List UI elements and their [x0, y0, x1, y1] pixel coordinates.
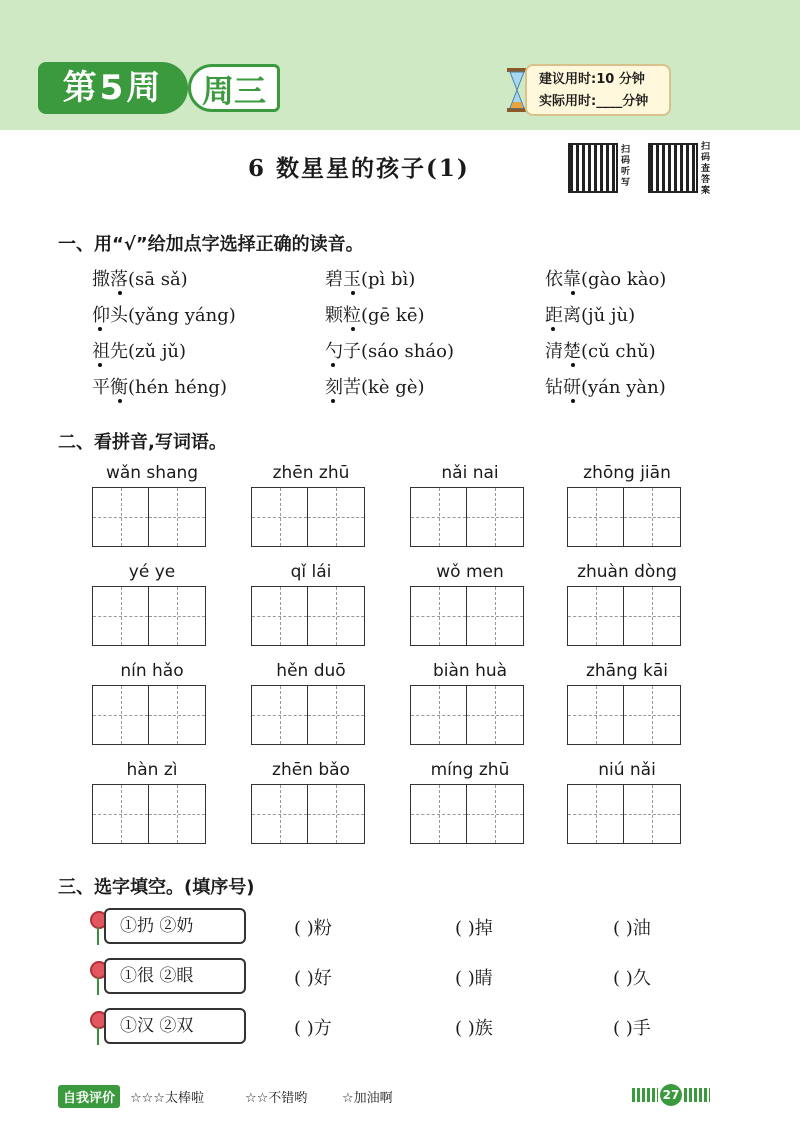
- writing-grid[interactable]: [92, 586, 206, 646]
- qr-label-dictation: 扫码听写: [621, 145, 631, 188]
- page-bar-right: [684, 1088, 710, 1102]
- section1-heading: 一、用“√”给加点字选择正确的读音。: [58, 234, 364, 255]
- emphasis-dot: [98, 363, 102, 367]
- writing-grid[interactable]: [92, 487, 206, 547]
- option-box: ①很 ②眼: [104, 958, 246, 994]
- fill-blank[interactable]: ( )久: [613, 968, 651, 989]
- pronunciation-item: 颗粒(gē kē): [325, 305, 425, 326]
- lollipop-stick: [97, 977, 99, 995]
- emphasis-dot: [351, 327, 355, 331]
- week-label: 第5周: [38, 62, 188, 114]
- emphasis-dot: [331, 399, 335, 403]
- pinyin-label: nǎi nai: [441, 463, 499, 483]
- actual-time: 实际用时:____分钟: [539, 94, 649, 109]
- rating-excellent[interactable]: ☆☆☆太棒啦: [130, 1091, 204, 1106]
- hourglass-icon: [507, 68, 527, 112]
- writing-grid[interactable]: [410, 586, 524, 646]
- page-bar-left: [632, 1088, 658, 1102]
- pronunciation-item: 刻苦(kè gè): [325, 377, 425, 398]
- emphasis-dot: [118, 291, 122, 295]
- option-box: ①汉 ②双: [104, 1008, 246, 1044]
- rating-keep-going[interactable]: ☆加油啊: [342, 1091, 393, 1106]
- pinyin-label: hàn zì: [126, 760, 178, 780]
- pinyin-label: yé ye: [128, 562, 176, 582]
- pronunciation-item: 钻研(yán yàn): [545, 377, 666, 398]
- pronunciation-item: 撒落(sā sǎ): [92, 269, 188, 290]
- page-title: 6 数星星的孩子(1): [248, 155, 470, 182]
- writing-grid[interactable]: [410, 685, 524, 745]
- page-number: 27: [660, 1084, 682, 1106]
- fill-blank[interactable]: ( )方: [294, 1018, 332, 1039]
- option-box: ①扔 ②奶: [104, 908, 246, 944]
- pinyin-label: niú nǎi: [598, 760, 656, 780]
- pronunciation-item: 依靠(gào kào): [545, 269, 667, 290]
- writing-grid[interactable]: [410, 487, 524, 547]
- pronunciation-item: 勺子(sáo sháo): [325, 341, 454, 362]
- pinyin-label: míng zhū: [430, 760, 510, 780]
- pronunciation-item: 平衡(hén héng): [92, 377, 227, 398]
- pinyin-label: zhāng kāi: [585, 661, 669, 681]
- pinyin-label: hěn duō: [276, 661, 346, 681]
- pinyin-label: qǐ lái: [290, 562, 332, 582]
- pronunciation-item: 碧玉(pì bì): [325, 269, 416, 290]
- pinyin-label: wǎn shang: [105, 463, 199, 483]
- pronunciation-item: 距离(jǔ jù): [545, 305, 636, 326]
- fill-blank[interactable]: ( )睛: [455, 968, 493, 989]
- fill-blank[interactable]: ( )手: [613, 1018, 651, 1039]
- pronunciation-item: 祖先(zǔ jǔ): [92, 341, 187, 362]
- writing-grid[interactable]: [251, 586, 365, 646]
- pronunciation-item: 仰头(yǎng yáng): [92, 305, 236, 326]
- emphasis-dot: [98, 327, 102, 331]
- writing-grid[interactable]: [567, 784, 681, 844]
- emphasis-dot: [571, 399, 575, 403]
- emphasis-dot: [118, 399, 122, 403]
- writing-grid[interactable]: [251, 685, 365, 745]
- emphasis-dot: [571, 291, 575, 295]
- writing-grid[interactable]: [251, 487, 365, 547]
- pinyin-label: zhōng jiān: [583, 463, 671, 483]
- writing-grid[interactable]: [410, 784, 524, 844]
- fill-blank[interactable]: ( )掉: [455, 918, 493, 939]
- fill-blank[interactable]: ( )油: [613, 918, 651, 939]
- writing-grid[interactable]: [567, 586, 681, 646]
- emphasis-dot: [551, 327, 555, 331]
- lollipop-stick: [97, 927, 99, 945]
- time-box: [525, 64, 671, 116]
- qr-code-answers[interactable]: [648, 143, 698, 193]
- pinyin-label: biàn huà: [432, 661, 508, 681]
- lollipop-stick: [97, 1027, 99, 1045]
- emphasis-dot: [571, 363, 575, 367]
- pinyin-label: zhuàn dòng: [577, 562, 677, 582]
- day-label: 周三: [188, 64, 280, 112]
- pinyin-label: nín hǎo: [120, 661, 184, 681]
- pinyin-label: zhēn zhū: [272, 463, 350, 483]
- fill-blank[interactable]: ( )粉: [294, 918, 332, 939]
- section2-heading: 二、看拼音,写词语。: [58, 432, 227, 453]
- self-eval-label: 自我评价: [58, 1085, 120, 1108]
- pinyin-label: wǒ men: [436, 562, 504, 582]
- emphasis-dot: [331, 363, 335, 367]
- pronunciation-item: 清楚(cǔ chǔ): [545, 341, 656, 362]
- qr-label-answers: 扫码查答案: [701, 142, 711, 196]
- pinyin-label: zhēn bǎo: [272, 760, 350, 780]
- writing-grid[interactable]: [92, 685, 206, 745]
- writing-grid[interactable]: [567, 685, 681, 745]
- fill-blank[interactable]: ( )族: [455, 1018, 493, 1039]
- section3-heading: 三、选字填空。(填序号): [58, 877, 255, 898]
- suggested-time: 建议用时:10 分钟: [539, 72, 645, 87]
- writing-grid[interactable]: [251, 784, 365, 844]
- rating-good[interactable]: ☆☆不错哟: [245, 1091, 308, 1106]
- writing-grid[interactable]: [567, 487, 681, 547]
- fill-blank[interactable]: ( )好: [294, 968, 332, 989]
- qr-code-dictation[interactable]: [568, 143, 618, 193]
- emphasis-dot: [351, 291, 355, 295]
- writing-grid[interactable]: [92, 784, 206, 844]
